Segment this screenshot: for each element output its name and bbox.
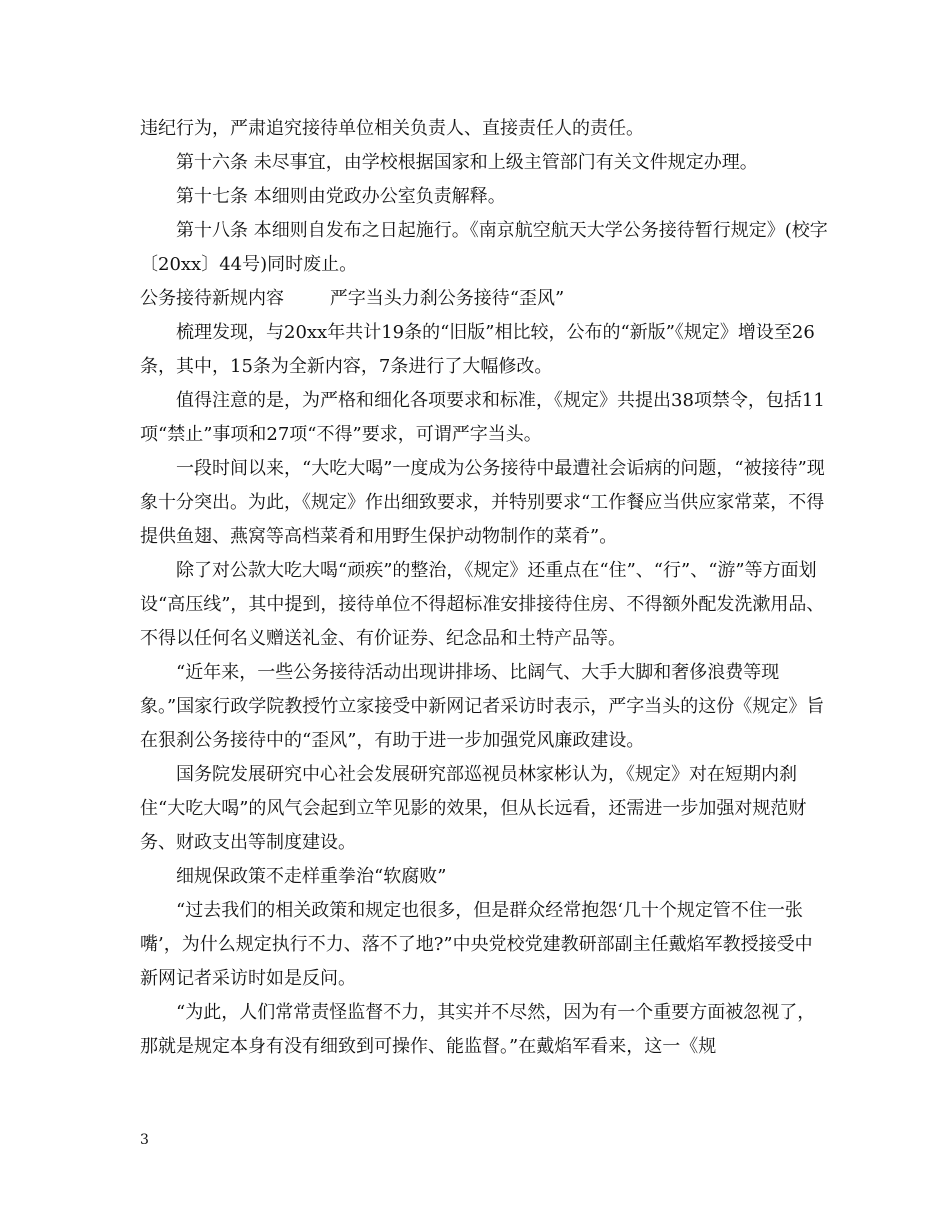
paragraph-dining: 一段时间以来，“大吃大喝”一度成为公务接待中最遭社会诟病的问题，“被接待”现象十分突出。为此，《规定》作出细致要求，并特别要求“工作餐应当供应家常菜，不得提供鱼翅、燕窝等高档菜肴和用野生保护动物制作的菜肴”。 bbox=[140, 458, 825, 547]
paragraph-expert-dai: “过去我们的相关政策和规定也很多，但是群众经常抱怨‘几十个规定管不住一张嘴’，为什么规定执行不力、落不了地?”中央党校党建教研部副主任戴焰军教授接受中新网记者采访时如是反问。 bbox=[140, 900, 813, 989]
paragraph-expert-lin: 国务院发展研究中心社会发展研究部巡视员林家彬认为，《规定》对在短期内刹住“大吃大喝”的风气会起到立竿见影的效果，但从长远看，还需进一步加强对规范财务、财政支出等制度建设。 bbox=[140, 764, 807, 853]
page-number: 3 bbox=[140, 1132, 149, 1148]
paragraph-prohibitions: 值得注意的是，为严格和细化各项要求和标准，《规定》共提出38项禁令，包括11项“禁止”事项和27项“不得”要求，可谓严字当头。 bbox=[140, 390, 825, 445]
subheading-soft-corruption: 细规保政策不走样重拳治“软腐败” bbox=[176, 866, 447, 887]
paragraph-expert-zhu: “近年来，一些公务接待活动出现讲排场、比阔气、大手大脚和奢侈浪费等现象。”国家行政学院教授竹立家接受中新网记者采访时表示，严字当头的这份《规定》旨在狠刹公务接待中的“歪风”，有助于进一步加强党风廉政建设。 bbox=[140, 662, 825, 751]
paragraph-accommodation: 除了对公款大吃大喝“顽疾”的整治，《规定》还重点在“住”、“行”、“游”等方面划设“高压线”，其中提到，接待单位不得超标准安排接待住房、不得额外配发洗漱用品、不得以任何名义赠送礼金、有价证券、纪念品和土特产品等。 bbox=[140, 560, 825, 649]
paragraph-article-16: 第十六条 未尽事宜，由学校根据国家和上级主管部门有关文件规定办理。 bbox=[176, 152, 758, 173]
paragraph-article-17: 第十七条 本细则由党政办公室负责解释。 bbox=[176, 186, 506, 207]
paragraph-supervision: “为此，人们常常责怪监督不力，其实并不尽然，因为有一个重要方面被忽视了，那就是规定本身有没有细致到可操作、能监督。”在戴焰军看来，这一《规 bbox=[140, 1002, 816, 1057]
paragraph-1: 违纪行为，严肃追究接待单位相关负责人、直接责任人的责任。 bbox=[140, 118, 644, 139]
document-body bbox=[140, 112, 830, 1064]
section-heading-new-rules: 公务接待新规内容 严字当头力刹公务接待“歪风” bbox=[140, 288, 565, 309]
paragraph-article-18: 第十八条 本细则自发布之日起施行。《南京航空航天大学公务接待暂行规定》(校字〔20xx〕44号)同时废止。 bbox=[140, 220, 828, 275]
paragraph-comparison: 梳理发现，与20xx年共计19条的“旧版”相比较，公布的“新版”《规定》增设至26条，其中，15条为全新内容，7条进行了大幅修改。 bbox=[140, 322, 815, 377]
